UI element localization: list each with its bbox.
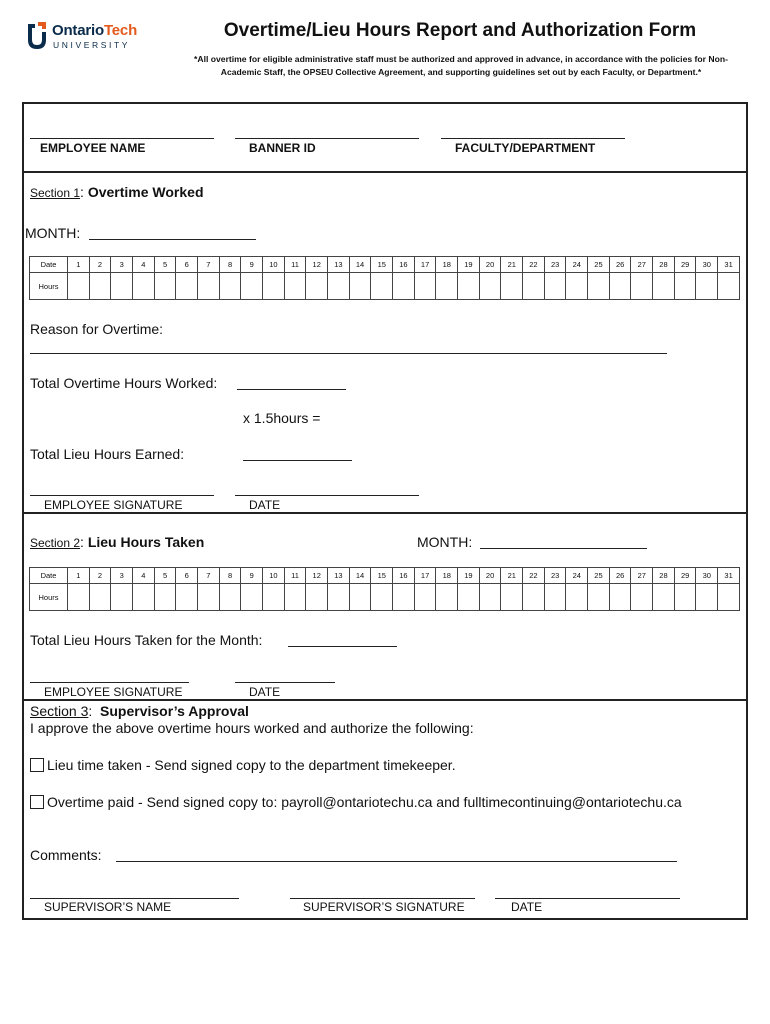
- hours-cell[interactable]: [198, 273, 220, 300]
- section2-date-line[interactable]: [235, 682, 335, 683]
- date-cell: 18: [436, 568, 458, 584]
- total-lieu-taken-label: Total Lieu Hours Taken for the Month:: [30, 632, 263, 648]
- section1-title: Overtime Worked: [87, 184, 204, 200]
- multiplier-label: x 1.5hours =: [243, 410, 321, 426]
- section2-prefix: Section 2: [30, 536, 81, 550]
- logo-subtitle: UNIVERSITY: [53, 40, 131, 50]
- section2-signature-label: EMPLOYEE SIGNATURE: [44, 685, 183, 699]
- section1-heading: Section 1: Overtime Worked: [30, 184, 204, 200]
- hours-row-label: Hours: [30, 273, 68, 300]
- hours-cell[interactable]: [176, 584, 198, 611]
- date-cell: 13: [328, 568, 350, 584]
- reason-line[interactable]: [30, 353, 667, 354]
- hours-cell[interactable]: [631, 273, 653, 300]
- date-cell: 25: [588, 568, 610, 584]
- date-cell: 9: [241, 257, 263, 273]
- hours-cell[interactable]: [393, 273, 415, 300]
- date-row: [30, 257, 740, 273]
- date-cell: 1: [68, 257, 90, 273]
- section3-heading: Section 3: Supervisor’s Approval: [30, 703, 249, 719]
- hours-cell[interactable]: [371, 584, 393, 611]
- hours-cell[interactable]: [436, 273, 458, 300]
- faculty-label: FACULTY/DEPARTMENT: [455, 141, 596, 155]
- hours-cell[interactable]: [609, 273, 631, 300]
- date-cell: 12: [306, 257, 328, 273]
- hours-cell[interactable]: [133, 273, 155, 300]
- date-cell: 22: [523, 257, 545, 273]
- form-note: *All overtime for eligible administrative staff must be authorized and approved in advance, in accordance with the policies for Non-Academic Staff, the OPSEU Collective Agreement, and supporting guidelines set out by each Faculty, or Department.*: [194, 54, 728, 77]
- divider-employee: [22, 171, 748, 173]
- reason-label: Reason for Overtime:: [30, 321, 164, 337]
- hours-cell[interactable]: [154, 584, 176, 611]
- date-cell: 26: [609, 257, 631, 273]
- date-cell: 2: [89, 568, 111, 584]
- employee-name-label: EMPLOYEE NAME: [40, 141, 146, 155]
- date-cell: 12: [306, 568, 328, 584]
- hours-cell[interactable]: [111, 584, 133, 611]
- hours-cell[interactable]: [328, 584, 350, 611]
- hours-cell[interactable]: [306, 273, 328, 300]
- option-lieu: [30, 757, 456, 773]
- logo-wordmark: OntarioTech: [52, 22, 138, 39]
- date-cell: 5: [154, 257, 176, 273]
- hours-cell[interactable]: [544, 584, 566, 611]
- supervisor-signature-line[interactable]: [290, 898, 475, 899]
- date-cell: 21: [501, 257, 523, 273]
- hours-cell[interactable]: [653, 584, 675, 611]
- hours-cell[interactable]: [566, 273, 588, 300]
- date-cell: 31: [718, 568, 740, 584]
- hours-cell[interactable]: [68, 273, 90, 300]
- section1-hours-table: [29, 256, 740, 300]
- date-cell: 11: [284, 568, 306, 584]
- section2-signature-line[interactable]: [30, 682, 189, 683]
- date-cell: 28: [653, 257, 675, 273]
- date-cell: 4: [133, 568, 155, 584]
- date-cell: 5: [154, 568, 176, 584]
- hours-cell[interactable]: [458, 273, 480, 300]
- date-cell: 24: [566, 257, 588, 273]
- total-overtime-label: Total Overtime Hours Worked:: [30, 375, 218, 391]
- hours-cell[interactable]: [458, 584, 480, 611]
- lieu-checkbox[interactable]: [30, 758, 44, 772]
- supervisor-date-label: DATE: [511, 900, 543, 914]
- hours-cell[interactable]: [674, 584, 696, 611]
- supervisor-date-line[interactable]: [495, 898, 680, 899]
- employee-name-line[interactable]: [30, 138, 214, 139]
- hours-cell[interactable]: [198, 584, 220, 611]
- date-row-label: Date: [30, 257, 68, 273]
- total-lieu-earned-line[interactable]: [243, 460, 352, 461]
- date-cell: 3: [111, 257, 133, 273]
- section2-hours-table: [29, 567, 740, 611]
- hours-cell[interactable]: [436, 584, 458, 611]
- hours-cell[interactable]: [393, 584, 415, 611]
- option-paid-text: Overtime paid - Send signed copy to: payroll@ontariotechu.ca and fulltimecontinuing@ontariotechu.ca: [47, 794, 682, 810]
- hours-cell[interactable]: [588, 584, 610, 611]
- date-cell: 27: [631, 257, 653, 273]
- date-cell: 13: [328, 257, 350, 273]
- hours-cell[interactable]: [696, 273, 718, 300]
- date-cell: 3: [111, 568, 133, 584]
- hours-cell[interactable]: [328, 273, 350, 300]
- section2-date-label: DATE: [249, 685, 281, 699]
- hours-cell[interactable]: [718, 584, 740, 611]
- hours-cell[interactable]: [501, 584, 523, 611]
- hours-cell[interactable]: [653, 273, 675, 300]
- banner-id-label: BANNER ID: [249, 141, 316, 155]
- date-cell: 19: [458, 568, 480, 584]
- divider-section3: [22, 699, 748, 701]
- total-lieu-taken-line[interactable]: [288, 646, 397, 647]
- hours-row-label: Hours: [30, 584, 68, 611]
- hours-cell[interactable]: [219, 273, 241, 300]
- date-cell: 25: [588, 257, 610, 273]
- hours-cell[interactable]: [523, 273, 545, 300]
- hours-cell[interactable]: [544, 273, 566, 300]
- hours-cell[interactable]: [263, 584, 285, 611]
- section1-signature-label: EMPLOYEE SIGNATURE: [44, 498, 183, 512]
- hours-cell[interactable]: [154, 273, 176, 300]
- hours-row: [30, 584, 740, 611]
- section2-month-label: MONTH:: [417, 534, 473, 550]
- section2-heading: Section 2: Lieu Hours Taken: [30, 534, 205, 550]
- comments-label: Comments:: [30, 847, 102, 863]
- hours-cell[interactable]: [501, 273, 523, 300]
- hours-cell[interactable]: [263, 273, 285, 300]
- date-cell: 16: [393, 568, 415, 584]
- date-cell: 18: [436, 257, 458, 273]
- hours-cell[interactable]: [241, 273, 263, 300]
- hours-cell[interactable]: [133, 584, 155, 611]
- supervisor-signature-label: SUPERVISOR’S SIGNATURE: [303, 900, 465, 914]
- date-cell: 6: [176, 257, 198, 273]
- section1-month-label: MONTH:: [25, 225, 81, 241]
- date-cell: 10: [263, 257, 285, 273]
- comments-line[interactable]: [116, 861, 677, 862]
- hours-cell[interactable]: [718, 273, 740, 300]
- hours-cell[interactable]: [111, 273, 133, 300]
- hours-cell[interactable]: [176, 273, 198, 300]
- date-cell: 15: [371, 568, 393, 584]
- hours-cell[interactable]: [674, 273, 696, 300]
- section3-title: Supervisor’s Approval: [100, 703, 249, 719]
- date-cell: 17: [414, 257, 436, 273]
- date-cell: 14: [349, 568, 371, 584]
- date-cell: 9: [241, 568, 263, 584]
- date-cell: 31: [718, 257, 740, 273]
- date-cell: 1: [68, 568, 90, 584]
- date-cell: 29: [674, 257, 696, 273]
- section2-month-line[interactable]: [480, 548, 647, 549]
- total-lieu-earned-label: Total Lieu Hours Earned:: [30, 446, 185, 462]
- option-lieu-text: Lieu time taken - Send signed copy to the department timekeeper.: [47, 757, 456, 773]
- faculty-line[interactable]: [441, 138, 625, 139]
- hours-cell[interactable]: [588, 273, 610, 300]
- date-cell: 10: [263, 568, 285, 584]
- date-cell: 20: [479, 257, 501, 273]
- date-cell: 24: [566, 568, 588, 584]
- date-cell: 16: [393, 257, 415, 273]
- hours-cell[interactable]: [284, 273, 306, 300]
- date-cell: 26: [609, 568, 631, 584]
- date-row-label: Date: [30, 568, 68, 584]
- date-cell: 23: [544, 568, 566, 584]
- section1-date-line[interactable]: [235, 495, 419, 496]
- date-cell: 7: [198, 257, 220, 273]
- section2-title: Lieu Hours Taken: [87, 534, 205, 550]
- date-cell: 29: [674, 568, 696, 584]
- hours-cell[interactable]: [284, 584, 306, 611]
- overtime-paid-checkbox[interactable]: [30, 795, 44, 809]
- option-paid: [30, 794, 682, 810]
- date-cell: 15: [371, 257, 393, 273]
- date-cell: 30: [696, 257, 718, 273]
- date-row: [30, 568, 740, 584]
- date-cell: 28: [653, 568, 675, 584]
- date-cell: 17: [414, 568, 436, 584]
- hours-cell[interactable]: [306, 584, 328, 611]
- date-cell: 11: [284, 257, 306, 273]
- hours-cell[interactable]: [479, 584, 501, 611]
- hours-cell[interactable]: [349, 584, 371, 611]
- date-cell: 21: [501, 568, 523, 584]
- date-cell: 23: [544, 257, 566, 273]
- hours-cell[interactable]: [371, 273, 393, 300]
- hours-cell[interactable]: [241, 584, 263, 611]
- divider-section2: [22, 512, 748, 514]
- date-cell: 2: [89, 257, 111, 273]
- date-cell: 14: [349, 257, 371, 273]
- date-cell: 27: [631, 568, 653, 584]
- hours-cell[interactable]: [89, 584, 111, 611]
- supervisor-name-label: SUPERVISOR’S NAME: [44, 900, 172, 914]
- hours-cell[interactable]: [349, 273, 371, 300]
- hours-cell[interactable]: [414, 273, 436, 300]
- date-cell: 8: [219, 568, 241, 584]
- total-overtime-line[interactable]: [237, 389, 346, 390]
- section1-prefix: Section 1: [30, 186, 81, 200]
- banner-id-line[interactable]: [235, 138, 419, 139]
- approval-intro: I approve the above overtime hours worked and authorize the following:: [30, 720, 474, 736]
- hours-cell[interactable]: [479, 273, 501, 300]
- date-cell: 20: [479, 568, 501, 584]
- date-cell: 30: [696, 568, 718, 584]
- hours-cell[interactable]: [89, 273, 111, 300]
- date-cell: 4: [133, 257, 155, 273]
- date-cell: 22: [523, 568, 545, 584]
- hours-cell[interactable]: [696, 584, 718, 611]
- hours-cell[interactable]: [609, 584, 631, 611]
- date-cell: 19: [458, 257, 480, 273]
- form-title: Overtime/Lieu Hours Report and Authorization Form: [223, 20, 697, 41]
- hours-cell[interactable]: [219, 584, 241, 611]
- section1-month-line[interactable]: [89, 239, 256, 240]
- university-logo: [24, 18, 164, 62]
- supervisor-name-line[interactable]: [30, 898, 239, 899]
- hours-cell[interactable]: [566, 584, 588, 611]
- section1-date-label: DATE: [249, 498, 281, 512]
- hours-cell[interactable]: [68, 584, 90, 611]
- section1-signature-line[interactable]: [30, 495, 214, 496]
- date-cell: 8: [219, 257, 241, 273]
- hours-cell[interactable]: [414, 584, 436, 611]
- date-cell: 7: [198, 568, 220, 584]
- ontario-tech-logo-icon: [24, 20, 48, 50]
- date-cell: 6: [176, 568, 198, 584]
- hours-cell[interactable]: [631, 584, 653, 611]
- hours-row: [30, 273, 740, 300]
- hours-cell[interactable]: [523, 584, 545, 611]
- section3-prefix: Section 3: [30, 703, 89, 719]
